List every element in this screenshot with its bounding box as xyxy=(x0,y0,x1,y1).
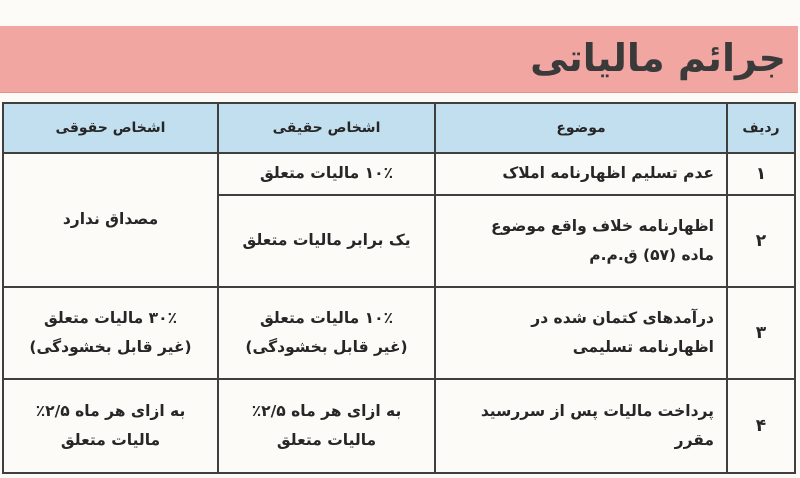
legal-persons-cell xyxy=(3,287,218,379)
cell-line: درآمدهای کتمان شده در xyxy=(531,308,714,327)
page-title: جرائم مالیاتی xyxy=(530,36,786,80)
header-legal-persons: اشخاص حقوقی xyxy=(3,103,218,153)
subject-cell xyxy=(435,287,727,379)
cell-line: ماده (۵۷) ق.م.م xyxy=(589,246,714,264)
cell-line: مقرر xyxy=(674,431,714,449)
cell-line: مالیات متعلق xyxy=(60,431,161,449)
row-number: ۱ xyxy=(727,153,795,195)
legal-persons-cell xyxy=(3,379,218,473)
cell-line: عدم تسلیم اظهارنامه املاک xyxy=(502,164,714,183)
cell-line: به ازای هر ماه ۲/۵٪ xyxy=(35,401,186,420)
row-number: ۲ xyxy=(727,195,795,287)
table-header-row xyxy=(3,103,795,153)
table-row xyxy=(3,287,795,379)
cell-line: (غیر قابل بخشودگی) xyxy=(29,338,192,356)
cell-line: ۱۰٪ مالیات متعلق xyxy=(259,164,394,183)
row-number: ۴ xyxy=(727,379,795,473)
title-banner xyxy=(0,26,798,93)
natural-persons-cell xyxy=(218,379,435,473)
cell-line: مالیات متعلق xyxy=(276,431,377,449)
natural-persons-cell xyxy=(218,153,435,195)
table-row xyxy=(3,153,795,195)
subject-cell xyxy=(435,153,727,195)
cell-line: اظهارنامه خلاف واقع موضوع xyxy=(491,216,714,235)
cell-line: به ازای هر ماه ۲/۵٪ xyxy=(251,401,402,420)
cell-line: یک برابر مالیات متعلق xyxy=(242,231,411,250)
tax-offenses-table xyxy=(2,102,796,474)
natural-persons-cell xyxy=(218,195,435,287)
header-row-number: ردیف xyxy=(727,103,795,153)
cell-line: پرداخت مالیات پس از سررسید xyxy=(480,401,714,420)
legal-persons-cell: مصداق ندارد xyxy=(3,153,218,287)
cell-line: ۱۰٪ مالیات متعلق xyxy=(259,308,394,327)
header-subject: موضوع xyxy=(435,103,727,153)
natural-persons-cell xyxy=(218,287,435,379)
header-natural-persons: اشخاص حقیقی xyxy=(218,103,435,153)
cell-line: اظهارنامه تسلیمی xyxy=(572,338,714,356)
subject-cell xyxy=(435,379,727,473)
subject-cell xyxy=(435,195,727,287)
row-number: ۳ xyxy=(727,287,795,379)
table-row xyxy=(3,379,795,473)
cell-line: ۳۰٪ مالیات متعلق xyxy=(43,308,178,327)
cell-line: (غیر قابل بخشودگی) xyxy=(245,338,408,356)
